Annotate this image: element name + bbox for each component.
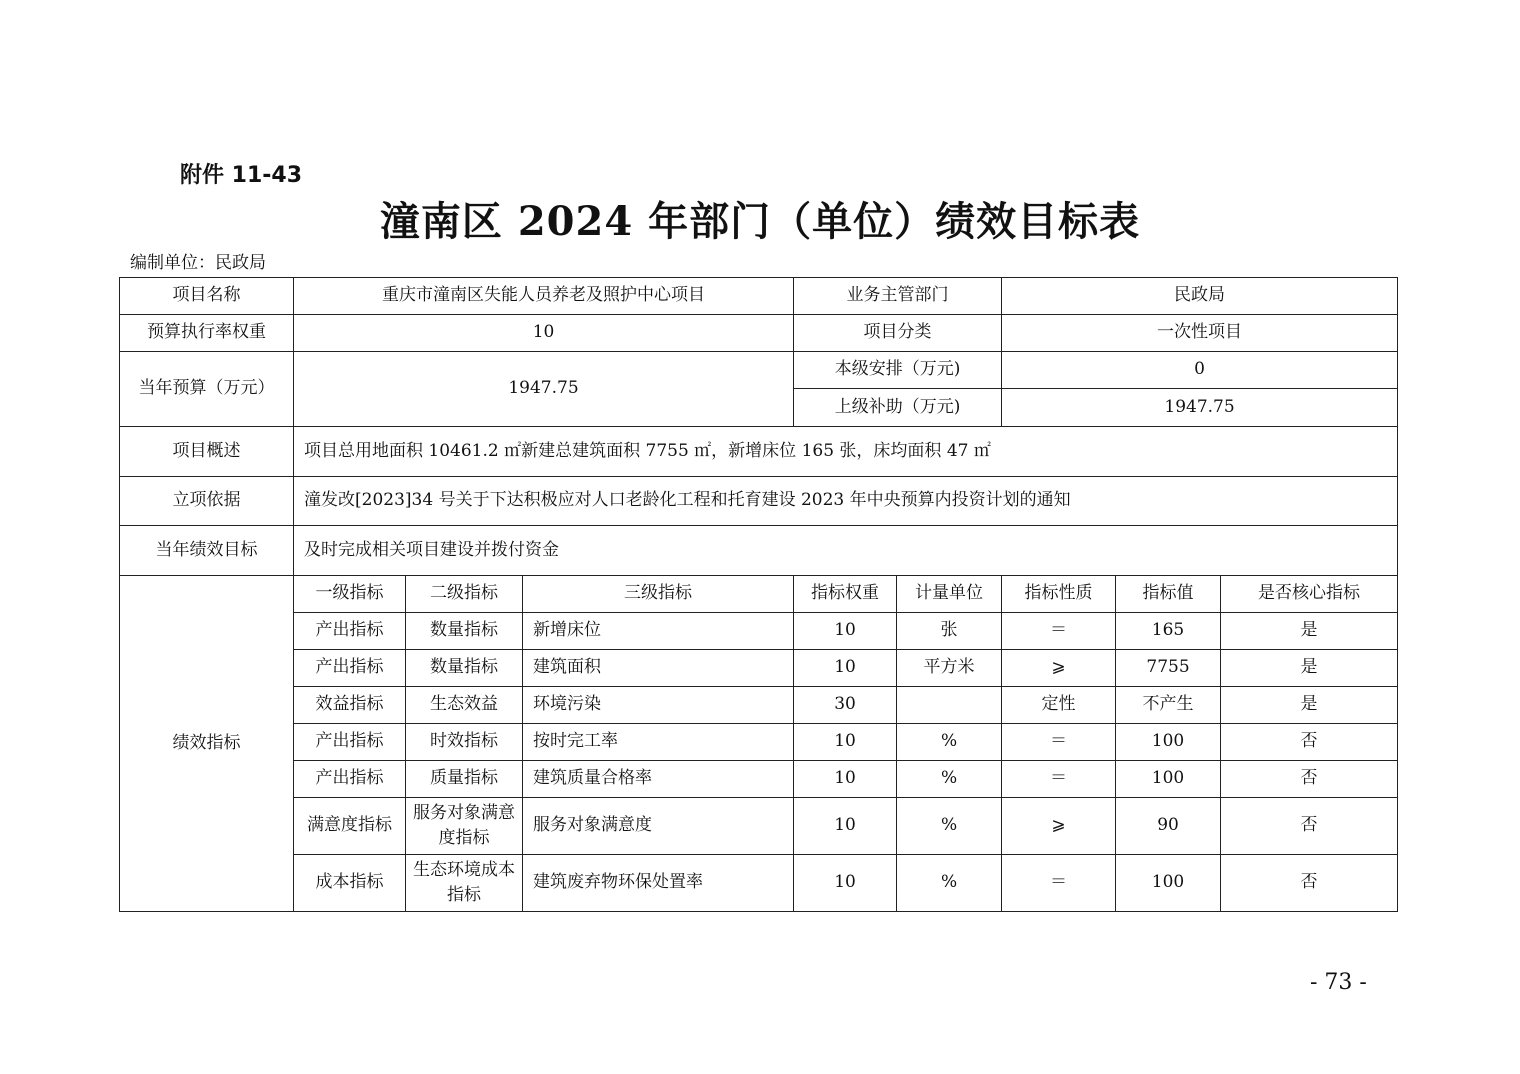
unit-cell: %	[897, 724, 1002, 761]
row-project-name	[120, 278, 1398, 315]
value-cell: 100	[1116, 761, 1221, 798]
nature-cell: ⩾	[1002, 650, 1116, 687]
header-cell: 计量单位	[897, 576, 1002, 613]
level3-cell: 建筑面积	[523, 650, 794, 687]
upper-label: 上级补助（万元)	[794, 389, 1002, 427]
level1-cell: 产出指标	[294, 761, 406, 798]
header-cell: 三级指标	[523, 576, 794, 613]
indicator-section-label: 绩效指标	[120, 576, 294, 912]
header-cell: 指标性质	[1002, 576, 1116, 613]
nature-cell: 定性	[1002, 687, 1116, 724]
header-cell: 二级指标	[406, 576, 523, 613]
weight-cell: 30	[794, 687, 897, 724]
unit-cell	[897, 687, 1002, 724]
value-cell: 90	[1116, 798, 1221, 855]
level1-cell: 产出指标	[294, 650, 406, 687]
core-cell: 否	[1221, 855, 1398, 912]
core-cell: 否	[1221, 724, 1398, 761]
header-cell: 指标值	[1116, 576, 1221, 613]
basis-label: 立项依据	[120, 477, 294, 526]
value-cell: 不产生	[1116, 687, 1221, 724]
table-row	[120, 613, 1398, 650]
unit-cell: %	[897, 761, 1002, 798]
category-label: 项目分类	[794, 315, 1002, 352]
header-cell: 指标权重	[794, 576, 897, 613]
core-cell: 是	[1221, 613, 1398, 650]
level1-cell: 满意度指标	[294, 798, 406, 855]
table-row	[120, 687, 1398, 724]
unit-cell: 张	[897, 613, 1002, 650]
row-weight	[120, 315, 1398, 352]
budget-label: 当年预算（万元）	[120, 352, 294, 427]
nature-cell: ⩾	[1002, 798, 1116, 855]
weight-cell: 10	[794, 650, 897, 687]
weight-cell: 10	[794, 613, 897, 650]
core-cell: 否	[1221, 798, 1398, 855]
upper-value: 1947.75	[1002, 389, 1398, 427]
header-cell: 一级指标	[294, 576, 406, 613]
unit-cell: 平方米	[897, 650, 1002, 687]
unit-cell: %	[897, 855, 1002, 912]
level2-cell: 时效指标	[406, 724, 523, 761]
budget-value: 1947.75	[294, 352, 794, 427]
table-row	[120, 761, 1398, 798]
level2-cell: 生态效益	[406, 687, 523, 724]
overview-value: 项目总用地面积 10461.2 ㎡新建总建筑面积 7755 ㎡，新增床位 165 张，床均面积 47 ㎡	[294, 427, 1398, 477]
value-cell: 7755	[1116, 650, 1221, 687]
local-label: 本级安排（万元)	[794, 352, 1002, 389]
core-cell: 是	[1221, 687, 1398, 724]
nature-cell: ＝	[1002, 613, 1116, 650]
dept-label: 业务主管部门	[794, 278, 1002, 315]
core-cell: 是	[1221, 650, 1398, 687]
page-number: - 73 -	[1310, 970, 1367, 995]
level3-cell: 按时完工率	[523, 724, 794, 761]
project-name-value: 重庆市潼南区失能人员养老及照护中心项目	[294, 278, 794, 315]
weight-cell: 10	[794, 761, 897, 798]
nature-cell: ＝	[1002, 761, 1116, 798]
core-cell: 否	[1221, 761, 1398, 798]
level3-cell: 建筑质量合格率	[523, 761, 794, 798]
level2-cell: 生态环境成本指标	[406, 855, 523, 912]
weight-cell: 10	[794, 798, 897, 855]
row-overview	[120, 427, 1398, 477]
compiler-label: 编制单位：民政局	[130, 253, 266, 273]
level2-cell: 数量指标	[406, 650, 523, 687]
performance-table	[119, 277, 1398, 912]
header-cell: 是否核心指标	[1221, 576, 1398, 613]
level3-cell: 环境污染	[523, 687, 794, 724]
goal-value: 及时完成相关项目建设并拨付资金	[294, 526, 1398, 576]
level3-cell: 建筑废弃物环保处置率	[523, 855, 794, 912]
level2-cell: 服务对象满意度指标	[406, 798, 523, 855]
table-row	[120, 724, 1398, 761]
weight-value: 10	[294, 315, 794, 352]
value-cell: 165	[1116, 613, 1221, 650]
dept-value: 民政局	[1002, 278, 1398, 315]
overview-label: 项目概述	[120, 427, 294, 477]
local-value: 0	[1002, 352, 1398, 389]
unit-cell: %	[897, 798, 1002, 855]
level3-cell: 新增床位	[523, 613, 794, 650]
indicator-header-row	[120, 576, 1398, 613]
level1-cell: 效益指标	[294, 687, 406, 724]
basis-value: 潼发改[2023]34 号关于下达积极应对人口老龄化工程和托育建设 2023 年中央预算内投资计划的通知	[294, 477, 1398, 526]
page-title: 潼南区 2024 年部门（单位）绩效目标表	[379, 198, 1141, 245]
table-row	[120, 650, 1398, 687]
level2-cell: 质量指标	[406, 761, 523, 798]
attachment-label: 附件 11-43	[180, 163, 303, 188]
row-goal	[120, 526, 1398, 576]
weight-cell: 10	[794, 855, 897, 912]
table-row	[120, 798, 1398, 855]
project-name-label: 项目名称	[120, 278, 294, 315]
value-cell: 100	[1116, 855, 1221, 912]
level1-cell: 成本指标	[294, 855, 406, 912]
table-row	[120, 855, 1398, 912]
nature-cell: ＝	[1002, 855, 1116, 912]
row-budget	[120, 352, 1398, 389]
weight-label: 预算执行率权重	[120, 315, 294, 352]
weight-cell: 10	[794, 724, 897, 761]
level3-cell: 服务对象满意度	[523, 798, 794, 855]
level1-cell: 产出指标	[294, 724, 406, 761]
level1-cell: 产出指标	[294, 613, 406, 650]
nature-cell: ＝	[1002, 724, 1116, 761]
value-cell: 100	[1116, 724, 1221, 761]
goal-label: 当年绩效目标	[120, 526, 294, 576]
row-basis	[120, 477, 1398, 526]
level2-cell: 数量指标	[406, 613, 523, 650]
category-value: 一次性项目	[1002, 315, 1398, 352]
